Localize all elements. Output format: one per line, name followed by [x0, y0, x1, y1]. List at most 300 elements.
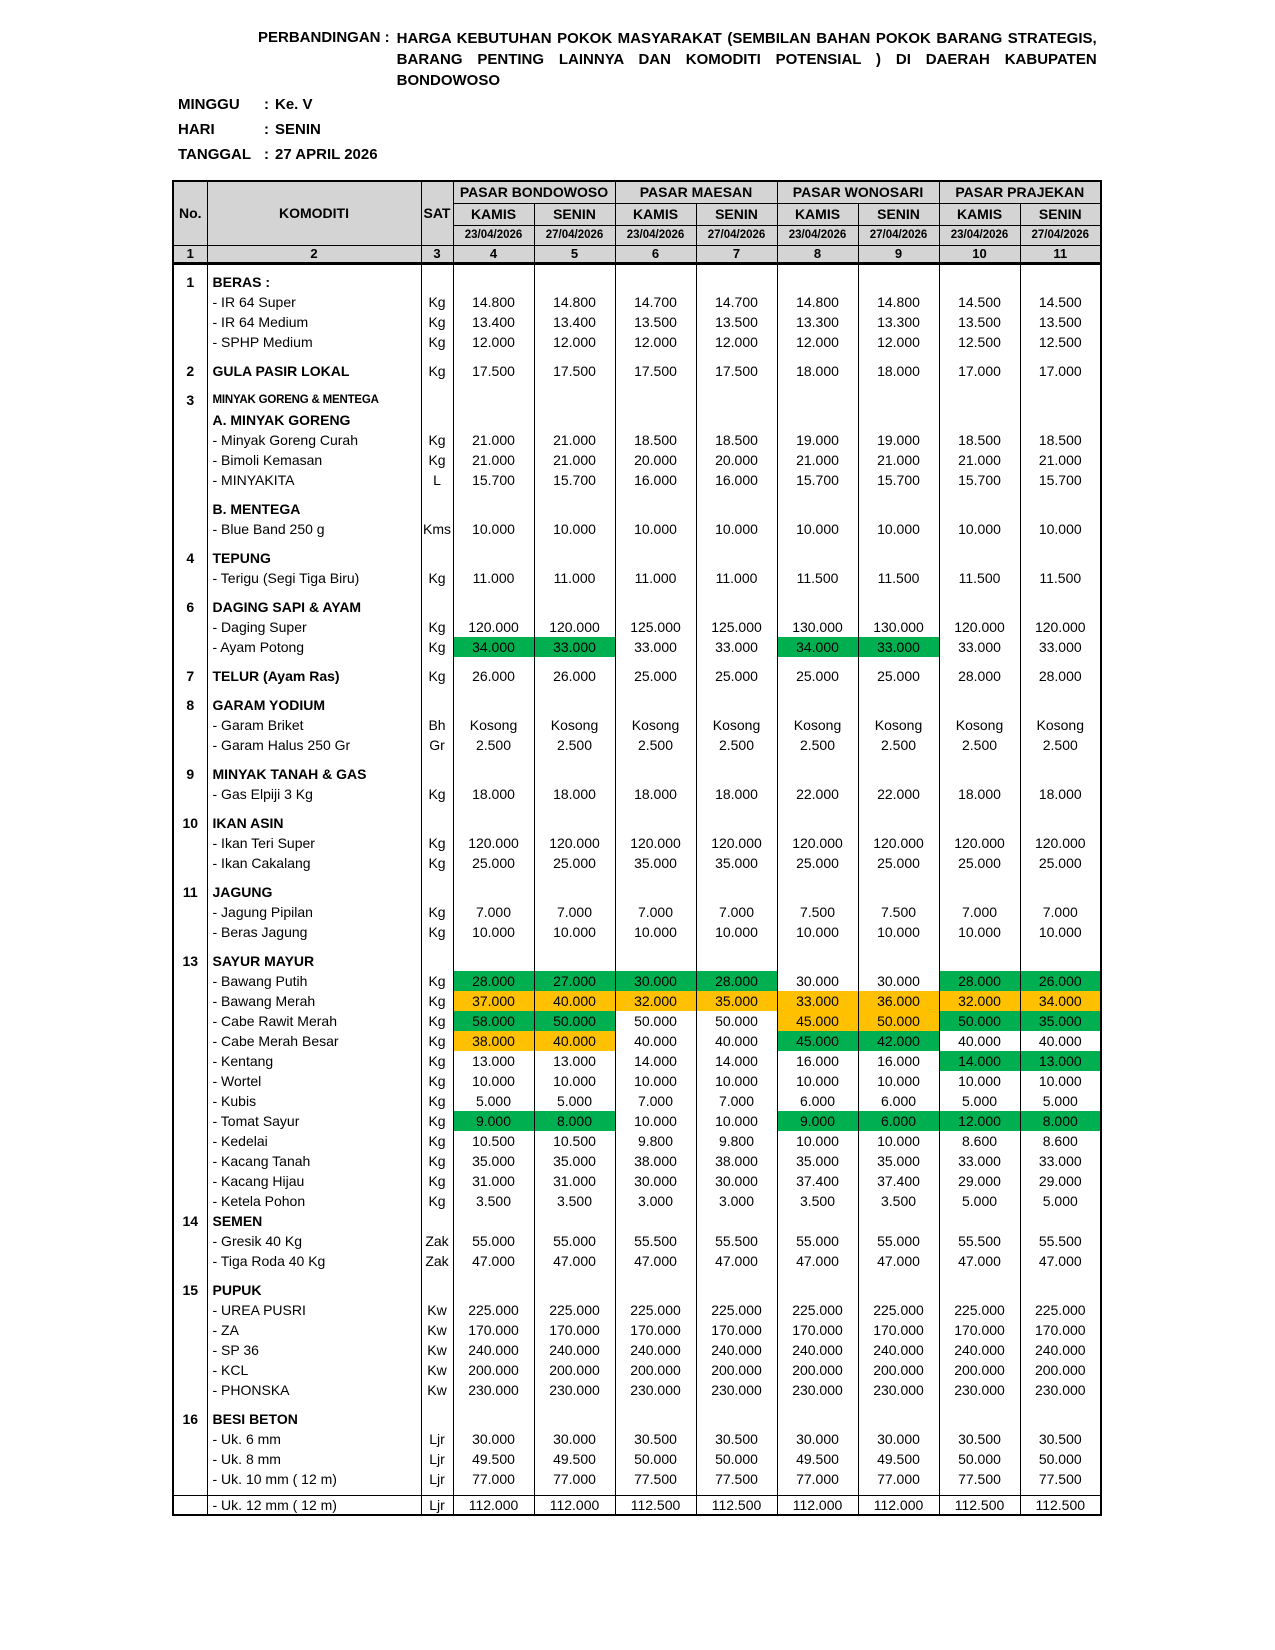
price-cell	[453, 263, 534, 272]
table-row	[173, 695, 1101, 715]
price-cell: 31.000	[453, 1171, 534, 1191]
price-cell: 33.000	[777, 991, 858, 1011]
price-cell	[858, 657, 939, 666]
price-cell	[777, 410, 858, 430]
price-cell: 29.000	[1020, 1171, 1101, 1191]
price-cell: 225.000	[615, 1300, 696, 1320]
price-cell	[534, 1409, 615, 1429]
row-number-cell	[173, 263, 207, 272]
unit-cell: Kg	[421, 332, 453, 352]
table-row	[173, 1031, 1101, 1051]
price-cell: 38.000	[453, 1031, 534, 1051]
price-cell: 13.500	[696, 312, 777, 332]
price-cell: 26.000	[1020, 971, 1101, 991]
price-cell: 120.000	[939, 617, 1020, 637]
row-number-cell	[173, 1400, 207, 1409]
price-cell: 15.700	[1020, 470, 1101, 490]
row-number-cell	[173, 784, 207, 804]
spacer-row	[173, 686, 1101, 695]
price-cell	[858, 1409, 939, 1429]
price-cell: 13.500	[1020, 312, 1101, 332]
column-number: 10	[939, 245, 1020, 263]
price-cell: 112.000	[777, 1495, 858, 1515]
unit-cell: Kg	[421, 784, 453, 804]
row-number-cell	[173, 1191, 207, 1211]
price-cell: 8.600	[939, 1131, 1020, 1151]
price-cell	[858, 490, 939, 499]
price-cell	[453, 597, 534, 617]
price-cell	[534, 263, 615, 272]
row-number-cell: 4	[173, 548, 207, 568]
price-cell	[858, 272, 939, 292]
price-cell: 31.000	[534, 1171, 615, 1191]
price-cell	[1020, 548, 1101, 568]
price-cell: 225.000	[939, 1300, 1020, 1320]
price-cell: 225.000	[696, 1300, 777, 1320]
price-cell	[615, 1280, 696, 1300]
price-cell: 30.000	[858, 1429, 939, 1449]
price-cell: 18.000	[534, 784, 615, 804]
table-row	[173, 991, 1101, 1011]
table-row	[173, 1171, 1101, 1191]
unit-cell	[421, 951, 453, 971]
price-cell: 35.000	[534, 1151, 615, 1171]
price-cell: 19.000	[777, 430, 858, 450]
commodity-cell: - Garam Briket	[207, 715, 421, 735]
row-number-cell	[173, 1231, 207, 1251]
unit-cell	[421, 804, 453, 813]
unit-cell: Kg	[421, 991, 453, 1011]
price-cell	[453, 657, 534, 666]
row-number-cell	[173, 715, 207, 735]
price-cell: 10.000	[534, 519, 615, 539]
table-row	[173, 1251, 1101, 1271]
price-cell: 170.000	[939, 1320, 1020, 1340]
price-cell	[777, 1409, 858, 1429]
price-cell	[453, 588, 534, 597]
price-cell	[858, 942, 939, 951]
price-cell: 9.800	[696, 1131, 777, 1151]
price-cell	[696, 942, 777, 951]
price-cell: 13.000	[453, 1051, 534, 1071]
price-cell	[615, 272, 696, 292]
price-cell	[534, 588, 615, 597]
table-row	[173, 715, 1101, 735]
price-cell	[696, 588, 777, 597]
price-cell	[615, 951, 696, 971]
table-row	[173, 1051, 1101, 1071]
price-cell	[939, 410, 1020, 430]
price-cell: 55.000	[534, 1231, 615, 1251]
row-number-cell	[173, 332, 207, 352]
table-row	[173, 1495, 1101, 1515]
commodity-cell: - Blue Band 250 g	[207, 519, 421, 539]
row-number-cell	[173, 853, 207, 873]
price-cell: 120.000	[858, 833, 939, 853]
commodity-cell: - Gresik 40 Kg	[207, 1231, 421, 1251]
unit-cell: Kw	[421, 1320, 453, 1340]
table-row	[173, 637, 1101, 657]
unit-cell: Kg	[421, 922, 453, 942]
column-number: 7	[696, 245, 777, 263]
row-number-cell	[173, 942, 207, 951]
price-cell: 170.000	[777, 1320, 858, 1340]
price-cell: 5.000	[1020, 1091, 1101, 1111]
row-number-cell	[173, 1360, 207, 1380]
price-cell	[534, 804, 615, 813]
price-cell: 25.000	[777, 853, 858, 873]
table-row	[173, 1011, 1101, 1031]
price-cell: 3.000	[615, 1191, 696, 1211]
commodity-cell: - Tiga Roda 40 Kg	[207, 1251, 421, 1271]
market-header-prajekan: PASAR PRAJEKAN	[939, 181, 1101, 203]
price-cell: 21.000	[453, 450, 534, 470]
price-cell: 77.500	[615, 1469, 696, 1489]
commodity-cell: - Bawang Putih	[207, 971, 421, 991]
price-cell	[939, 686, 1020, 695]
commodity-cell: GARAM YODIUM	[207, 695, 421, 715]
table-row	[173, 1071, 1101, 1091]
price-cell: 10.000	[858, 922, 939, 942]
price-cell: 50.000	[696, 1449, 777, 1469]
table-row	[173, 1300, 1101, 1320]
price-cell: 30.000	[615, 971, 696, 991]
unit-cell	[421, 490, 453, 499]
unit-cell: Zak	[421, 1231, 453, 1251]
price-cell: 20.000	[615, 450, 696, 470]
commodity-cell: TEPUNG	[207, 548, 421, 568]
unit-cell: Ljr	[421, 1469, 453, 1489]
price-cell	[615, 942, 696, 951]
price-cell	[453, 1280, 534, 1300]
price-cell: 7.500	[777, 902, 858, 922]
price-cell: 21.000	[1020, 450, 1101, 470]
price-cell: 55.500	[696, 1231, 777, 1251]
price-cell: 49.500	[453, 1449, 534, 1469]
price-cell	[777, 951, 858, 971]
unit-cell: Kms	[423, 521, 451, 537]
price-cell	[1020, 1400, 1101, 1409]
price-cell: 3.500	[858, 1191, 939, 1211]
price-cell	[615, 686, 696, 695]
price-cell: 15.700	[939, 470, 1020, 490]
price-cell: 26.000	[534, 666, 615, 686]
price-cell: 47.000	[453, 1251, 534, 1271]
price-cell: 33.000	[1020, 1151, 1101, 1171]
price-cell: 21.000	[534, 430, 615, 450]
row-number-cell: 15	[173, 1280, 207, 1300]
table-row	[173, 1409, 1101, 1429]
price-cell: 2.500	[453, 735, 534, 755]
price-cell: 28.000	[1020, 666, 1101, 686]
price-cell: 42.000	[858, 1031, 939, 1051]
unit-cell: Ljr	[421, 1429, 453, 1449]
price-cell: 18.500	[615, 430, 696, 450]
price-cell: 170.000	[453, 1320, 534, 1340]
price-cell: 120.000	[1020, 617, 1101, 637]
spacer-row	[173, 804, 1101, 813]
table-row	[173, 568, 1101, 588]
price-cell: 35.000	[696, 991, 777, 1011]
price-cell: 27.000	[534, 971, 615, 991]
price-cell: 2.500	[777, 735, 858, 755]
price-cell	[534, 951, 615, 971]
commodity-cell: - Uk. 6 mm	[207, 1429, 421, 1449]
price-cell: 11.000	[453, 568, 534, 588]
price-cell	[1020, 490, 1101, 499]
row-number-cell	[173, 1151, 207, 1171]
price-cell: 130.000	[777, 617, 858, 637]
price-cell	[534, 597, 615, 617]
row-number-cell	[173, 922, 207, 942]
price-cell	[615, 548, 696, 568]
row-number-cell	[173, 568, 207, 588]
meta-label: TANGGAL	[178, 146, 252, 163]
price-cell	[615, 1400, 696, 1409]
price-cell: 10.000	[534, 1071, 615, 1091]
price-cell	[453, 764, 534, 784]
price-cell	[1020, 1280, 1101, 1300]
day-header: SENIN	[534, 203, 615, 225]
unit-cell: Kg	[421, 292, 453, 312]
row-number-cell	[173, 991, 207, 1011]
commodity-cell: - Minyak Goreng Curah	[207, 430, 421, 450]
price-cell	[858, 1271, 939, 1280]
spacer-row	[173, 657, 1101, 666]
row-number-cell: 7	[173, 666, 207, 686]
price-cell	[534, 390, 615, 410]
price-cell: 9.800	[615, 1131, 696, 1151]
unit-cell: Zak	[421, 1251, 453, 1271]
price-cell	[939, 548, 1020, 568]
commodity-cell: - IR 64 Super	[207, 292, 421, 312]
price-cell: 14.800	[858, 292, 939, 312]
commodity-cell: - Garam Halus 250 Gr	[207, 735, 421, 755]
price-cell: 7.000	[696, 1091, 777, 1111]
price-cell	[777, 263, 858, 272]
table-row	[173, 1340, 1101, 1360]
price-cell: 240.000	[453, 1340, 534, 1360]
date-header: 27/04/2026	[858, 225, 939, 245]
price-cell: 240.000	[777, 1340, 858, 1360]
price-cell: 225.000	[534, 1300, 615, 1320]
price-cell	[534, 695, 615, 715]
price-cell	[858, 410, 939, 430]
commodity-cell: - Gas Elpiji 3 Kg	[207, 784, 421, 804]
commodity-cell	[207, 873, 421, 882]
row-number-cell: 9	[173, 764, 207, 784]
row-number-cell	[173, 1171, 207, 1191]
price-cell: 120.000	[534, 833, 615, 853]
price-cell	[534, 764, 615, 784]
price-cell: Kosong	[453, 715, 534, 735]
price-cell	[696, 263, 777, 272]
price-cell: 12.000	[696, 332, 777, 352]
price-cell	[696, 873, 777, 882]
price-cell: 230.000	[534, 1380, 615, 1400]
price-cell: 34.000	[1020, 991, 1101, 1011]
price-cell: 14.800	[534, 292, 615, 312]
price-cell	[453, 804, 534, 813]
price-cell: 12.500	[1020, 332, 1101, 352]
row-number-cell	[173, 1111, 207, 1131]
meta-tanggal	[178, 146, 378, 163]
meta-minggu	[178, 96, 313, 113]
price-cell: 28.000	[939, 971, 1020, 991]
price-cell	[858, 882, 939, 902]
price-cell	[777, 695, 858, 715]
meta-value: 27 APRIL 2026	[275, 146, 378, 163]
price-cell	[1020, 804, 1101, 813]
price-cell	[453, 548, 534, 568]
table-row	[173, 1449, 1101, 1469]
price-cell: 12.000	[777, 332, 858, 352]
commodity-cell	[207, 539, 421, 548]
table-row	[173, 813, 1101, 833]
price-cell: 13.500	[939, 312, 1020, 332]
unit-cell	[421, 695, 453, 715]
price-cell	[453, 1400, 534, 1409]
commodity-cell: - Jagung Pipilan	[207, 902, 421, 922]
price-cell: 112.500	[939, 1495, 1020, 1515]
unit-cell: Kg	[421, 1031, 453, 1051]
price-cell	[696, 352, 777, 361]
commodity-cell: - Cabe Rawit Merah	[207, 1011, 421, 1031]
commodity-cell: - UREA PUSRI	[207, 1300, 421, 1320]
price-cell: 17.500	[696, 361, 777, 381]
price-cell	[1020, 588, 1101, 597]
perbandingan-label: PERBANDINGAN :	[258, 29, 390, 46]
spacer-row	[173, 381, 1101, 390]
row-number-cell	[173, 1320, 207, 1340]
price-cell	[858, 1400, 939, 1409]
price-cell: 14.000	[696, 1051, 777, 1071]
table-row	[173, 1429, 1101, 1449]
price-cell: 17.500	[534, 361, 615, 381]
price-cell	[777, 597, 858, 617]
price-cell: 240.000	[858, 1340, 939, 1360]
price-cell	[1020, 1211, 1101, 1231]
price-cell	[696, 490, 777, 499]
price-cell: 10.000	[453, 1071, 534, 1091]
price-cell	[453, 390, 534, 410]
price-cell: 28.000	[939, 666, 1020, 686]
commodity-cell: SEMEN	[207, 1211, 421, 1231]
price-cell: 170.000	[696, 1320, 777, 1340]
price-cell	[1020, 695, 1101, 715]
price-cell	[1020, 764, 1101, 784]
unit-cell: Kg	[421, 1071, 453, 1091]
commodity-cell	[207, 381, 421, 390]
spacer-row	[173, 1271, 1101, 1280]
date-header: 27/04/2026	[696, 225, 777, 245]
commodity-cell: - Uk. 8 mm	[207, 1449, 421, 1469]
price-cell: 11.500	[1020, 568, 1101, 588]
table-row	[173, 1380, 1101, 1400]
price-cell: 37.400	[777, 1171, 858, 1191]
price-cell	[939, 873, 1020, 882]
price-cell: 11.500	[939, 568, 1020, 588]
table-row	[173, 1320, 1101, 1340]
price-cell: 10.000	[939, 1071, 1020, 1091]
table-row	[173, 470, 1101, 490]
price-cell: 77.500	[1020, 1469, 1101, 1489]
price-cell: 49.500	[777, 1449, 858, 1469]
row-number-cell	[173, 1271, 207, 1280]
spacer-row	[173, 263, 1101, 272]
price-cell	[615, 1271, 696, 1280]
price-cell	[939, 1409, 1020, 1429]
unit-cell	[421, 764, 453, 784]
price-cell	[939, 272, 1020, 292]
price-cell: 13.000	[534, 1051, 615, 1071]
row-number-cell: 10	[173, 813, 207, 833]
price-cell	[777, 1211, 858, 1231]
price-cell: 17.500	[453, 361, 534, 381]
price-cell: 15.700	[453, 470, 534, 490]
price-cell: 14.000	[615, 1051, 696, 1071]
price-cell: 25.000	[939, 853, 1020, 873]
price-cell: 112.000	[534, 1495, 615, 1515]
price-cell: 5.000	[1020, 1191, 1101, 1211]
price-cell: 10.000	[939, 519, 1020, 539]
price-cell: 2.500	[615, 735, 696, 755]
table-row	[173, 1131, 1101, 1151]
commodity-cell: - Uk. 12 mm ( 12 m)	[207, 1495, 421, 1515]
price-cell: 7.000	[453, 902, 534, 922]
price-cell: 37.400	[858, 1171, 939, 1191]
price-cell: 10.500	[453, 1131, 534, 1151]
price-cell: 15.700	[534, 470, 615, 490]
price-cell	[696, 695, 777, 715]
commodity-cell: - Beras Jagung	[207, 922, 421, 942]
price-cell	[696, 1280, 777, 1300]
price-cell: 240.000	[534, 1340, 615, 1360]
price-cell: 10.000	[453, 922, 534, 942]
price-cell: 38.000	[615, 1151, 696, 1171]
price-cell	[696, 755, 777, 764]
price-cell: 33.000	[615, 637, 696, 657]
price-cell: 50.000	[939, 1011, 1020, 1031]
price-cell	[696, 813, 777, 833]
price-cell	[696, 499, 777, 519]
row-number-cell	[173, 490, 207, 499]
table-row	[173, 410, 1101, 430]
commodity-cell: - SPHP Medium	[207, 332, 421, 352]
table-header	[173, 181, 1101, 263]
price-cell: 200.000	[1020, 1360, 1101, 1380]
price-cell: 11.000	[696, 568, 777, 588]
price-cell	[939, 951, 1020, 971]
unit-cell: Kg	[421, 637, 453, 657]
unit-cell	[421, 539, 453, 548]
price-cell: 55.500	[1020, 1231, 1101, 1251]
commodity-cell	[207, 755, 421, 764]
price-cell: 18.500	[939, 430, 1020, 450]
unit-cell	[421, 686, 453, 695]
unit-cell	[421, 657, 453, 666]
price-cell: Kosong	[534, 715, 615, 735]
commodity-cell: - KCL	[207, 1360, 421, 1380]
price-cell: 230.000	[615, 1380, 696, 1400]
row-number-cell	[173, 430, 207, 450]
row-number-cell	[173, 755, 207, 764]
price-cell: 47.000	[939, 1251, 1020, 1271]
price-cell: 55.500	[615, 1231, 696, 1251]
price-cell: 10.500	[534, 1131, 615, 1151]
price-cell	[615, 755, 696, 764]
row-number-cell: 6	[173, 597, 207, 617]
